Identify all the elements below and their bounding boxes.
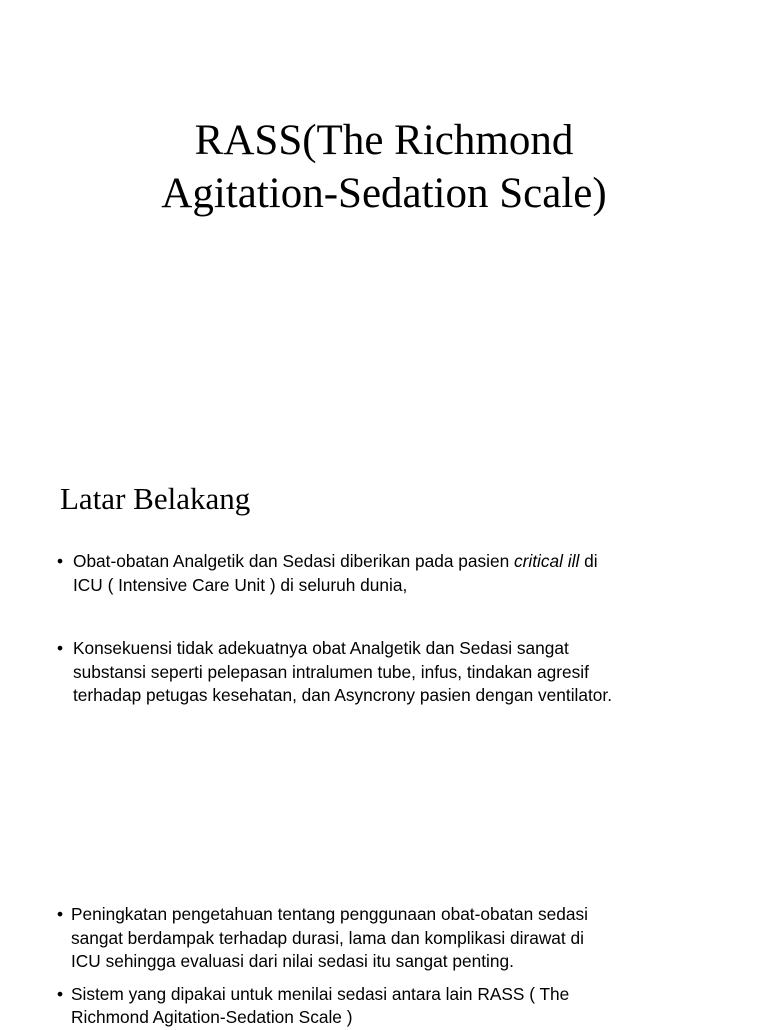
bullet-line: Peningkatan pengetahuan tentang penggunaan obat-obatan sedasi: [71, 904, 588, 924]
bullet-line: Konsekuensi tidak adekuatnya obat Analgetik dan Sedasi sangat: [73, 638, 569, 658]
bullet-line: Richmond Agitation-Sedation Scale ): [71, 1007, 353, 1027]
title-line-2: Agitation-Sedation Scale): [161, 170, 607, 217]
bullet-line: substansi seperti pelepasan intralumen tube, infus, tindakan agresif: [73, 661, 589, 682]
list-item: [57, 903, 588, 974]
bullet-line: ICU ( Intensive Care Unit ) di seluruh dunia,: [73, 574, 408, 595]
section-heading: Latar Belakang: [60, 481, 251, 516]
third-slide: [0, 880, 768, 1027]
page-title: [0, 114, 768, 220]
list-item: [57, 637, 612, 708]
bullet-line: terhadap petugas kesehatan, dan Asyncrony pasien dengan ventilator.: [73, 685, 612, 705]
bullet-line: Sistem yang dipakai untuk menilai sedasi antara lain RASS ( The: [71, 983, 570, 1004]
bullet-text: di: [579, 551, 598, 571]
bullet-list: [57, 903, 588, 1030]
bullet-line: ICU sehingga evaluasi dari nilai sedasi itu sangat penting.: [71, 951, 514, 971]
bullet-list: [57, 550, 612, 708]
bullet-dot: •: [57, 551, 64, 571]
bullet-dot: •: [57, 638, 64, 658]
bullet-line: sangat berdampak terhadap durasi, lama dan komplikasi dirawat di: [71, 927, 584, 948]
list-item: [57, 983, 588, 1030]
background-slide: [0, 440, 768, 880]
bullet-dot: •: [57, 983, 64, 1004]
title-line-1: RASS(The Richmond: [194, 117, 574, 164]
title-slide: [0, 0, 768, 440]
list-item: [57, 550, 612, 597]
italic-term: critical ill: [514, 551, 580, 571]
bullet-line: [73, 550, 612, 574]
bullet-text: Obat-obatan Analgetik dan Sedasi diberikan pada pasien: [73, 551, 514, 571]
bullet-dot: •: [57, 904, 64, 924]
